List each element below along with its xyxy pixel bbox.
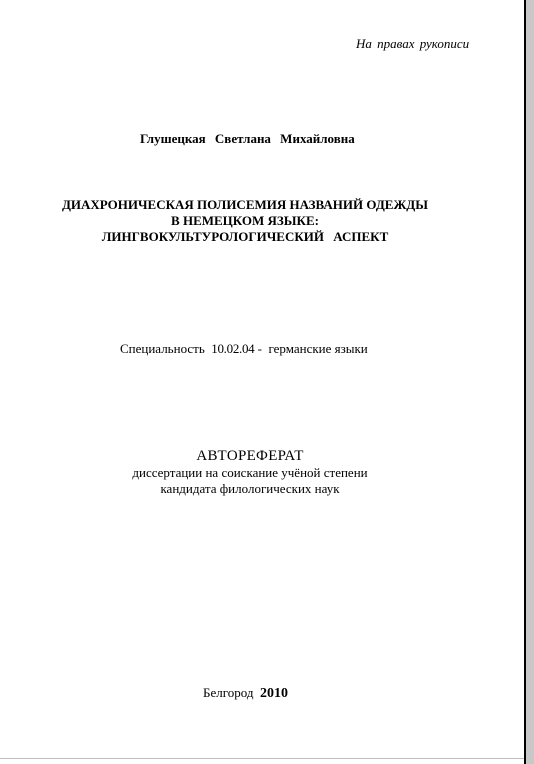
specialty-separator: -	[257, 341, 262, 356]
year: 2010	[259, 686, 288, 701]
abstract-line-1: диссертации на соискание учёной степени	[132, 465, 368, 480]
page-shadow	[526, 0, 534, 764]
title-line-3: ЛИНГВОКУЛЬТУРОЛОГИЧЕСКИЙ АСПЕКТ	[101, 229, 389, 244]
specialty-name: германские языки	[268, 341, 368, 356]
rights-note: На правах рукописи	[356, 36, 470, 51]
specialty-code: 10.02.04	[211, 341, 255, 356]
title-line-2: В НЕМЕЦКОМ ЯЗЫКЕ:	[171, 213, 319, 228]
specialty-line	[120, 341, 368, 356]
author-name: Глушецкая Светлана Михайловна	[140, 131, 355, 146]
place-and-year	[203, 685, 288, 701]
abstract-block	[100, 447, 400, 497]
abstract-heading: АВТОРЕФЕРАТ	[196, 448, 304, 464]
page-bottom-edge	[0, 758, 526, 759]
specialty-label: Специальность	[120, 341, 205, 356]
city: Белгород	[203, 685, 254, 700]
dissertation-title	[40, 197, 450, 245]
title-line-1: ДИАХРОНИЧЕСКАЯ ПОЛИСЕМИЯ НАЗВАНИЙ ОДЕЖДЫ	[61, 197, 429, 212]
abstract-line-2: кандидата филологических наук	[160, 481, 340, 496]
